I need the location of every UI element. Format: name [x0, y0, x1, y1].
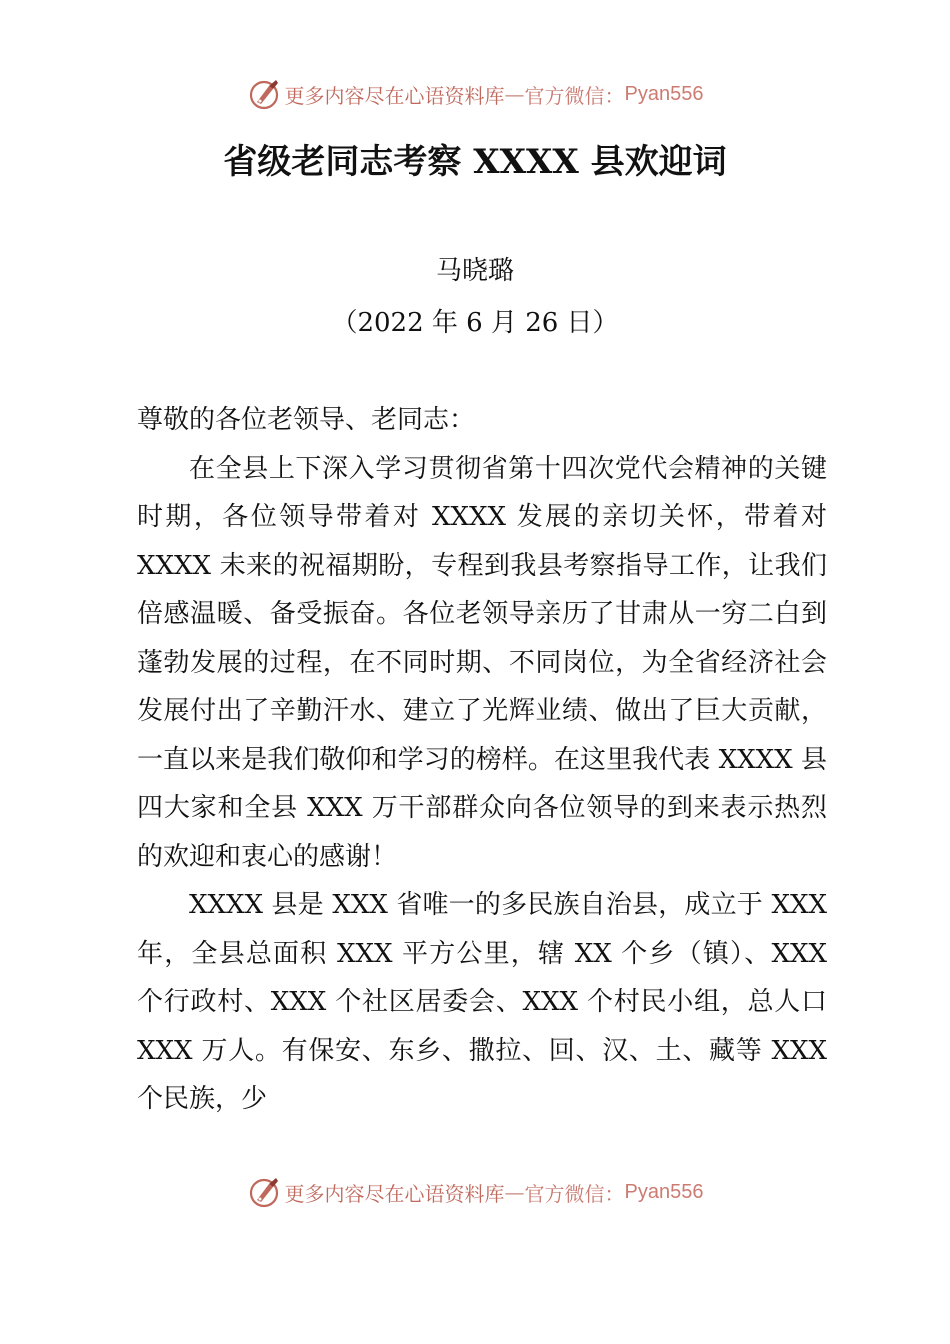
watermark-wechat-label: 官方微信：: [524, 83, 625, 108]
watermark-separator: —: [504, 82, 525, 106]
paragraph-1: 在全县上下深入学习贯彻省第十四次党代会精神的关键时期，各位领导带着对 XXXX 发展的亲切关怀，带着对 XXXX 未来的祝福期盼，专程到我县考察指导工作，让我们倍感温暖、备受振奋。各位老领导亲历了甘肃从一穷二白到蓬勃发展的过程，在不同时期、不同岗位，为全省经济社会发展付出了辛勤汗水、建立了光辉业绩、做出了巨大贡献，一直以来是我们敬仰和学习的榜样。在这里我代表 XXXX 县四大家和全县 XXX 万干部群众向各位领导的到来表示热烈的欢迎和衷心的感谢！: [137, 453, 827, 872]
document-body: [137, 396, 827, 1124]
watermark-separator: —: [504, 1180, 525, 1204]
watermark-wechat-label: 官方微信：: [524, 1181, 625, 1206]
pen-logo-icon: [247, 1174, 283, 1210]
pen-logo-icon: [247, 76, 283, 112]
watermark-wechat-id: Pyan556: [624, 82, 704, 105]
document-title: 省级老同志考察 XXXX 县欢迎词: [223, 142, 727, 182]
document-date: （2022 年 6 月 26 日）: [331, 308, 619, 338]
author-name: 马晓璐: [435, 256, 514, 286]
paragraph-2: XXXX 县是 XXX 省唯一的多民族自治县，成立于 XXX 年，全县总面积 XXX 平方公里，辖 XX 个乡（镇）、XXX 个行政村、XXX 个社区居委会、XXX 个村民小组，总人口 XXX 万人。有保安、东乡、撒拉、回、汉、土、藏等 XXX 个民族，少: [137, 890, 827, 1114]
watermark-text: 更多内容尽在心语资料库: [284, 83, 505, 108]
watermark-text: 更多内容尽在心语资料库: [284, 1181, 505, 1206]
watermark-header: [0, 74, 950, 114]
salutation: 尊敬的各位老领导、老同志：: [137, 405, 476, 435]
watermark-footer: [0, 1172, 950, 1212]
watermark-wechat-id: Pyan556: [624, 1180, 704, 1203]
